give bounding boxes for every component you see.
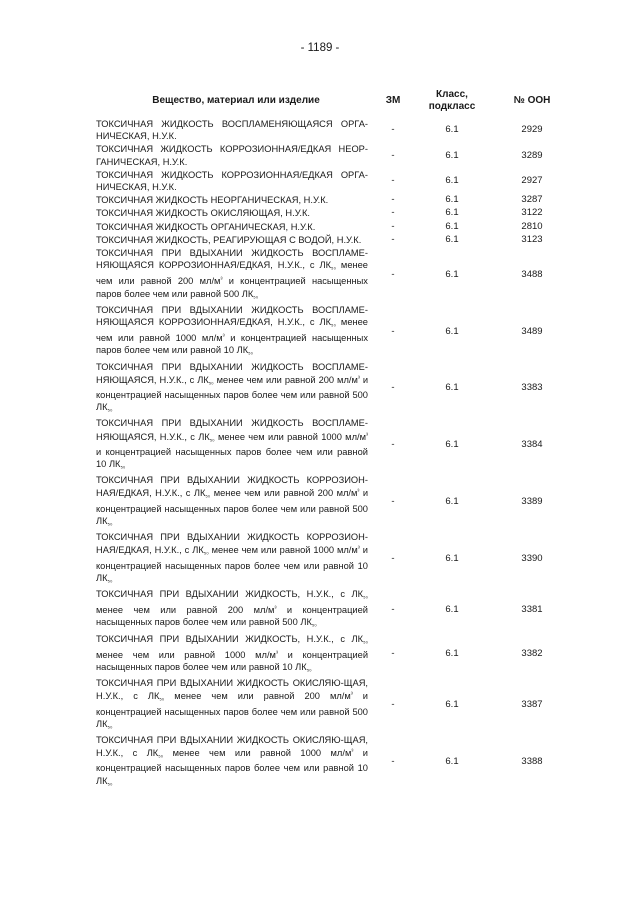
cell-substance-name: ТОКСИЧНАЯ ПРИ ВДЫХАНИИ ЖИДКОСТЬ ОКИСЛЯЮ-ЩАЯ, Н.У.К., с ЛК₅₀ менее чем или равной 1000 $мл/м^{^3}$ и концентрацией насыщенных паров более чем или равной 10 ЛК₅₀ xyxy=(96,734,369,787)
cell-substance-name: ТОКСИЧНАЯ ЖИДКОСТЬ, РЕАГИРУЮЩАЯ С ВОДОЙ, Н.У.К. xyxy=(96,234,362,245)
cell-un-number: 2810 xyxy=(521,220,543,232)
table-row xyxy=(96,234,574,247)
table-row xyxy=(96,677,574,734)
cell-zm: - xyxy=(391,552,395,564)
table-row xyxy=(96,118,574,143)
cell-zm: - xyxy=(391,207,395,219)
table-row xyxy=(96,143,574,168)
cell-un-number: 3389 xyxy=(521,496,543,508)
cell-un-number: 3384 xyxy=(521,439,543,451)
page-number: - 1189 - xyxy=(300,42,340,54)
cell-substance-name: ТОКСИЧНАЯ ПРИ ВДЫХАНИИ ЖИДКОСТЬ ВОСПЛАМЕ-НЯЮЩАЯСЯ, Н.У.К., с ЛК₅₀ менее чем или равной 1000 $мл/м^{^3}$ и концентрацией насыщенных паров более чем или равной 10 ЛК₅₀ xyxy=(96,418,369,471)
table-row xyxy=(96,531,574,588)
table-row xyxy=(96,304,574,361)
cell-class: 6.1 xyxy=(445,496,459,508)
cell-substance-name: ТОКСИЧНАЯ ПРИ ВДЫХАНИИ ЖИДКОСТЬ КОРРОЗИОН-НАЯ/ЕДКАЯ, Н.У.К., с ЛК₅₀ менее чем или равной 1000 $мл/м^{^3}$ и концентрацией насыщенных паров более чем или равной 10 ЛК₅₀ xyxy=(96,532,368,584)
cell-class: 6.1 xyxy=(445,207,459,219)
cell-class: 6.1 xyxy=(445,755,459,767)
cell-class: 6.1 xyxy=(445,220,459,232)
cell-un-number: 3383 xyxy=(521,382,543,394)
cell-zm: - xyxy=(391,174,395,186)
header-substance: Вещество, материал или изделие xyxy=(152,95,320,106)
cell-un-number: 3381 xyxy=(521,603,543,615)
cell-zm: - xyxy=(391,149,395,161)
cell-substance-name: ТОКСИЧНАЯ ПРИ ВДЫХАНИИ ЖИДКОСТЬ КОРРОЗИОН-НАЯ/ЕДКАЯ, Н.У.К., с ЛК₅₀ менее чем или равной 200 $мл/м^{^3}$ и концентрацией насыщенных паров более чем или равной 500 ЛК₅₀ xyxy=(96,475,369,527)
cell-un-number: 2929 xyxy=(521,124,543,136)
cell-substance-name: ТОКСИЧНАЯ ПРИ ВДЫХАНИИ ЖИДКОСТЬ, Н.У.К., с ЛК₅₀ менее чем или равной 1000 $мл/м^{^3}$ и концентрацией насыщенных паров более чем или равной 10 ЛК₅₀ xyxy=(96,633,369,673)
dangerous-goods-table xyxy=(96,84,574,791)
cell-zm: - xyxy=(391,382,395,394)
cell-substance-name: ТОКСИЧНАЯ ПРИ ВДЫХАНИИ ЖИДКОСТЬ ВОСПЛАМЕ-НЯЮЩАЯСЯ КОРРОЗИОННАЯ/ЕДКАЯ, Н.У.К., с ЛК₅₀ менее чем или равной 1000 $мл/м^{^3}$ и концентрацией насыщенных паров более чем или равной 10 ЛК₅₀ xyxy=(96,304,368,357)
cell-zm: - xyxy=(391,755,395,767)
cell-substance-name: ТОКСИЧНАЯ ПРИ ВДЫХАНИИ ЖИДКОСТЬ ВОСПЛАМЕ-НЯЮЩАЯСЯ КОРРОЗИОННАЯ/ЕДКАЯ, Н.У.К., с ЛК₅₀ менее чем или равной 200 $мл/м^{^3}$ и концентрацией насыщенных паров более чем или равной 500 ЛК₅₀ xyxy=(96,248,368,300)
cell-zm: - xyxy=(391,698,395,710)
table-row xyxy=(96,207,574,220)
cell-un-number: 3390 xyxy=(521,552,543,564)
cell-class: 6.1 xyxy=(445,382,459,394)
cell-zm: - xyxy=(391,233,395,245)
cell-class: 6.1 xyxy=(445,268,459,280)
cell-un-number: 3287 xyxy=(521,194,543,206)
cell-zm: - xyxy=(391,325,395,337)
cell-class: 6.1 xyxy=(445,698,459,710)
table-row xyxy=(96,474,574,531)
cell-zm: - xyxy=(391,268,395,280)
cell-substance-name: ТОКСИЧНАЯ ЖИДКОСТЬ ВОСПЛАМЕНЯЮЩАЯСЯ ОРГА-НИЧЕСКАЯ, Н.У.К. xyxy=(96,119,368,142)
table-row xyxy=(96,221,574,234)
table-row xyxy=(96,247,574,304)
cell-un-number: 3289 xyxy=(521,149,543,161)
header-class-line1: Класс, xyxy=(436,89,468,100)
cell-zm: - xyxy=(391,124,395,136)
cell-zm: - xyxy=(391,439,395,451)
cell-class: 6.1 xyxy=(445,124,459,136)
cell-un-number: 3488 xyxy=(521,268,543,280)
table-row xyxy=(96,588,574,633)
cell-substance-name: ТОКСИЧНАЯ ЖИДКОСТЬ ОКИСЛЯЮЩАЯ, Н.У.К. xyxy=(96,208,310,219)
cell-substance-name: ТОКСИЧНАЯ ЖИДКОСТЬ ОРГАНИЧЕСКАЯ, Н.У.К. xyxy=(96,221,316,232)
cell-un-number: 3388 xyxy=(521,755,543,767)
cell-class: 6.1 xyxy=(445,552,459,564)
table-row xyxy=(96,417,574,474)
cell-class: 6.1 xyxy=(445,174,459,186)
cell-zm: - xyxy=(391,648,395,660)
cell-substance-name: ТОКСИЧНАЯ ЖИДКОСТЬ КОРРОЗИОННАЯ/ЕДКАЯ ОРГА-НИЧЕСКАЯ, Н.У.К. xyxy=(96,169,368,193)
header-un-number: № ООН xyxy=(513,95,551,106)
cell-class: 6.1 xyxy=(445,648,459,660)
header-class xyxy=(414,84,490,118)
cell-class: 6.1 xyxy=(445,194,459,206)
table-row xyxy=(96,194,574,207)
cell-zm: - xyxy=(391,496,395,508)
table-row xyxy=(96,169,574,194)
header-class-line2: подкласс xyxy=(428,101,476,112)
cell-substance-name: ТОКСИЧНАЯ ЖИДКОСТЬ НЕОРГАНИЧЕСКАЯ, Н.У.К. xyxy=(96,195,329,206)
cell-class: 6.1 xyxy=(445,603,459,615)
cell-class: 6.1 xyxy=(445,325,459,337)
cell-class: 6.1 xyxy=(445,233,459,245)
table-row xyxy=(96,734,574,791)
cell-class: 6.1 xyxy=(445,439,459,451)
cell-substance-name: ТОКСИЧНАЯ ЖИДКОСТЬ КОРРОЗИОННАЯ/ЕДКАЯ НЕОР-ГАНИЧЕСКАЯ, Н.У.К. xyxy=(96,144,368,167)
cell-zm: - xyxy=(391,603,395,615)
cell-zm: - xyxy=(391,194,395,206)
cell-substance-name: ТОКСИЧНАЯ ПРИ ВДЫХАНИИ ЖИДКОСТЬ ОКИСЛЯЮ-ЩАЯ, Н.У.К., с ЛК₅₀ менее чем или равной 200 $мл/м^{^3}$ и концентрацией насыщенных паров более чем или равной 500 ЛК₅₀ xyxy=(96,678,369,730)
table-header xyxy=(96,84,574,118)
table-body xyxy=(96,118,574,791)
cell-substance-name: ТОКСИЧНАЯ ПРИ ВДЫХАНИИ ЖИДКОСТЬ, Н.У.К., с ЛК₅₀ менее чем или равной 200 $мл/м^{^3}$ и концентрацией насыщенных паров более чем или равной 500 ЛК₅₀ xyxy=(96,588,368,629)
table-row xyxy=(96,633,574,678)
cell-substance-name: ТОКСИЧНАЯ ПРИ ВДЫХАНИИ ЖИДКОСТЬ ВОСПЛАМЕ-НЯЮЩАЯСЯ, Н.У.К., с ЛК₅₀ менее чем или равной 200 $мл/м^{^3}$ и концентрацией насыщенных паров более чем или равной 500 ЛК₅₀ xyxy=(96,361,369,414)
cell-un-number: 2927 xyxy=(521,174,543,186)
cell-un-number: 3387 xyxy=(521,698,543,710)
cell-class: 6.1 xyxy=(445,149,459,161)
header-zm: ЗМ xyxy=(385,95,401,106)
cell-zm: - xyxy=(391,220,395,232)
cell-un-number: 3382 xyxy=(521,648,543,660)
table-row xyxy=(96,361,574,418)
cell-un-number: 3489 xyxy=(521,325,543,337)
cell-un-number: 3122 xyxy=(521,207,543,219)
cell-un-number: 3123 xyxy=(521,233,543,245)
